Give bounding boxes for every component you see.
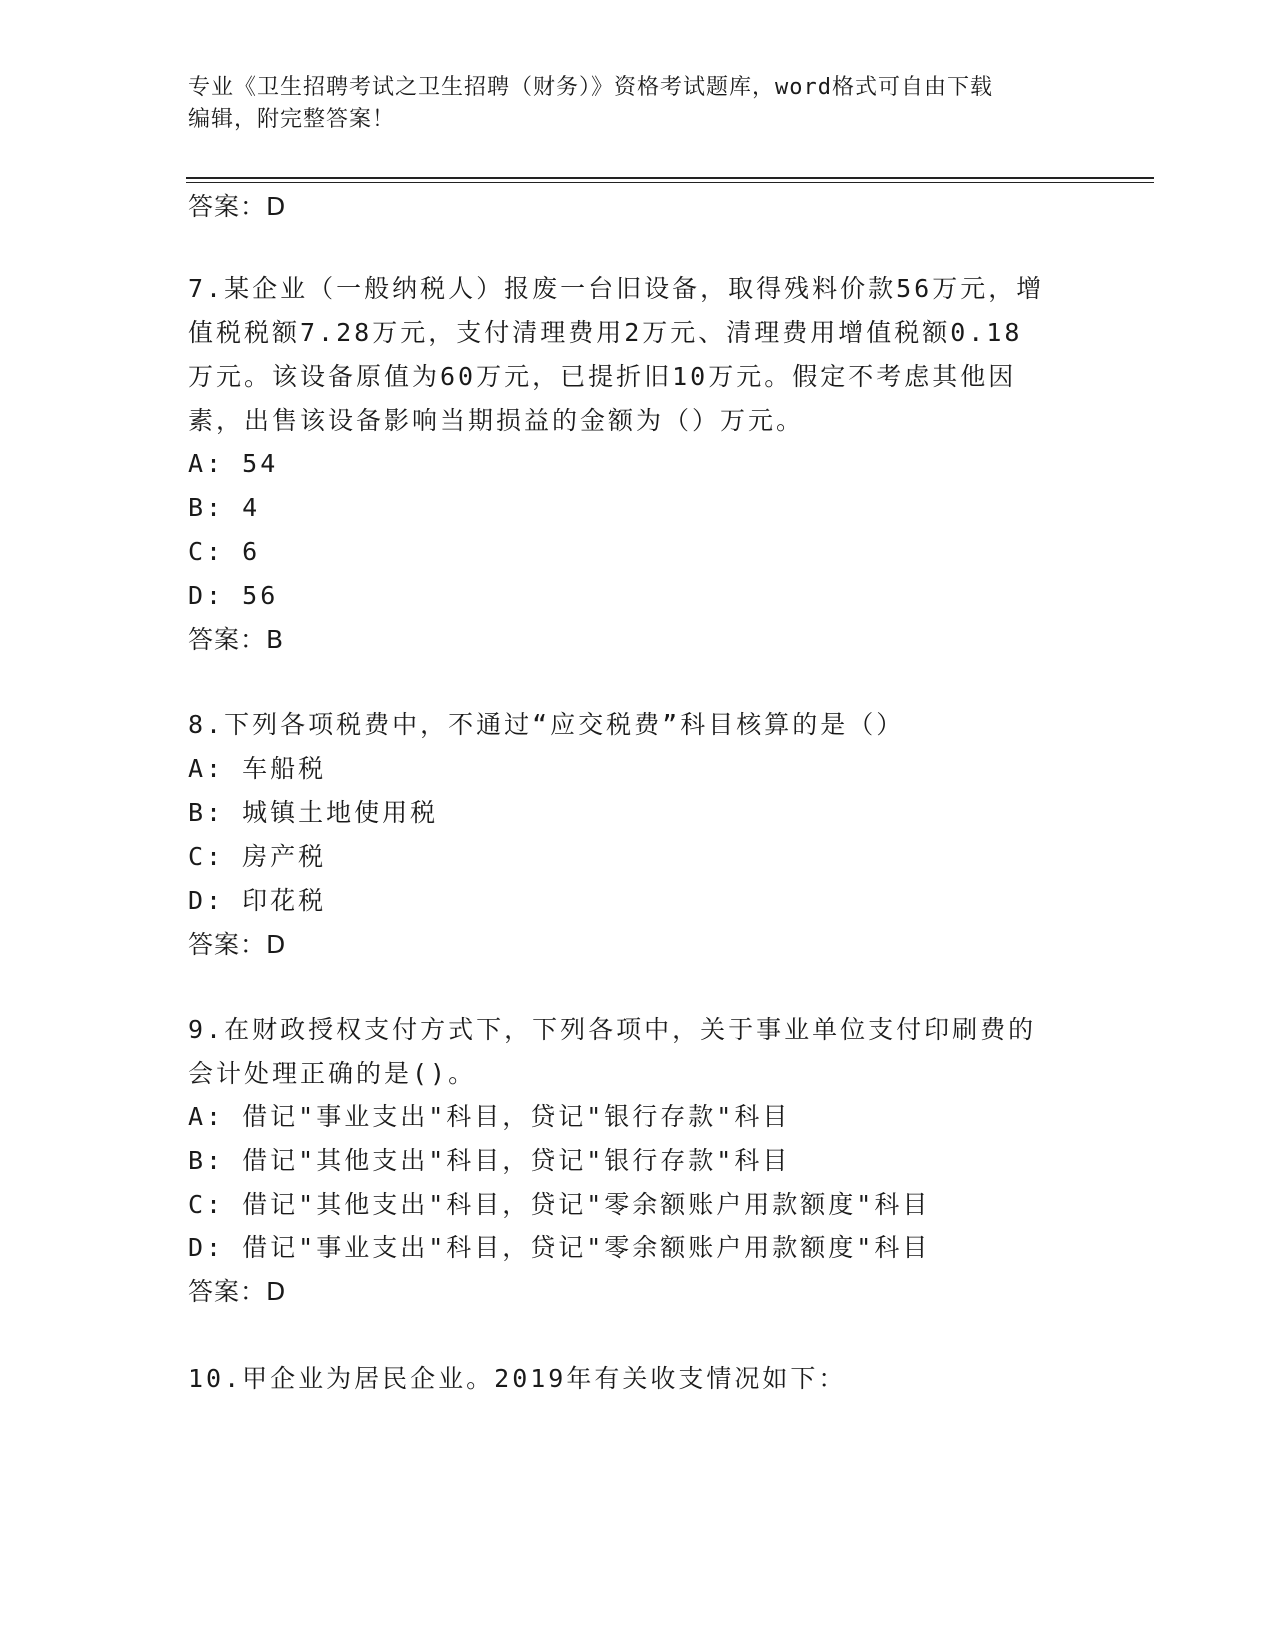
option-d: D: 56 — [188, 581, 279, 610]
answer-q7: 答案：B — [188, 625, 285, 654]
option-a: A: 借记"事业支出"科目，贷记"银行存款"科目 — [188, 1102, 791, 1131]
header-line-2: 编辑，附完整答案！ — [188, 107, 396, 132]
option-c: C: 借记"其他支出"科目，贷记"零余额账户用款额度"科目 — [188, 1190, 931, 1219]
option-a: A: 54 — [188, 449, 279, 478]
answer-q8: 答案：D — [188, 930, 287, 959]
option-b: B: 借记"其他支出"科目，贷记"银行存款"科目 — [188, 1146, 791, 1175]
question-text-line: 会计处理正确的是()。 — [188, 1059, 477, 1088]
option-d: D: 借记"事业支出"科目，贷记"零余额账户用款额度"科目 — [188, 1233, 931, 1262]
answer-q9: 答案：D — [188, 1277, 287, 1306]
option-d: D: 印花税 — [188, 886, 327, 915]
question-text-line: 值税税额7.28万元，支付清理费用2万元、清理费用增值税额0.18 — [188, 318, 1023, 347]
option-c: C: 6 — [188, 537, 261, 566]
question-text-line: 7.某企业（一般纳税人）报废一台旧设备，取得残料价款56万元，增 — [188, 274, 1045, 303]
question-text-line: 10.甲企业为居民企业。2019年有关收支情况如下： — [188, 1364, 847, 1393]
header-divider-thin — [186, 182, 1154, 183]
option-c: C: 房产税 — [188, 842, 327, 871]
header-line-1: 专业《卫生招聘考试之卫生招聘（财务）》资格考试题库，word格式可自由下载 — [188, 75, 993, 100]
question-text-line: 万元。该设备原值为60万元，已提折旧10万元。假定不考虑其他因 — [188, 362, 1017, 391]
header-divider — [186, 177, 1154, 179]
option-b: B: 城镇土地使用税 — [188, 798, 439, 827]
question-text-line: 9.在财政授权支付方式下，下列各项中，关于事业单位支付印刷费的 — [188, 1015, 1037, 1044]
document-header — [188, 72, 1088, 136]
option-b: B: 4 — [188, 493, 261, 522]
option-a: A: 车船税 — [188, 754, 327, 783]
question-text-line: 8.下列各项税费中，不通过“应交税费”科目核算的是（） — [188, 710, 905, 739]
answer-q6: 答案：D — [188, 192, 287, 221]
question-text-line: 素，出售该设备影响当期损益的金额为（）万元。 — [188, 406, 805, 435]
